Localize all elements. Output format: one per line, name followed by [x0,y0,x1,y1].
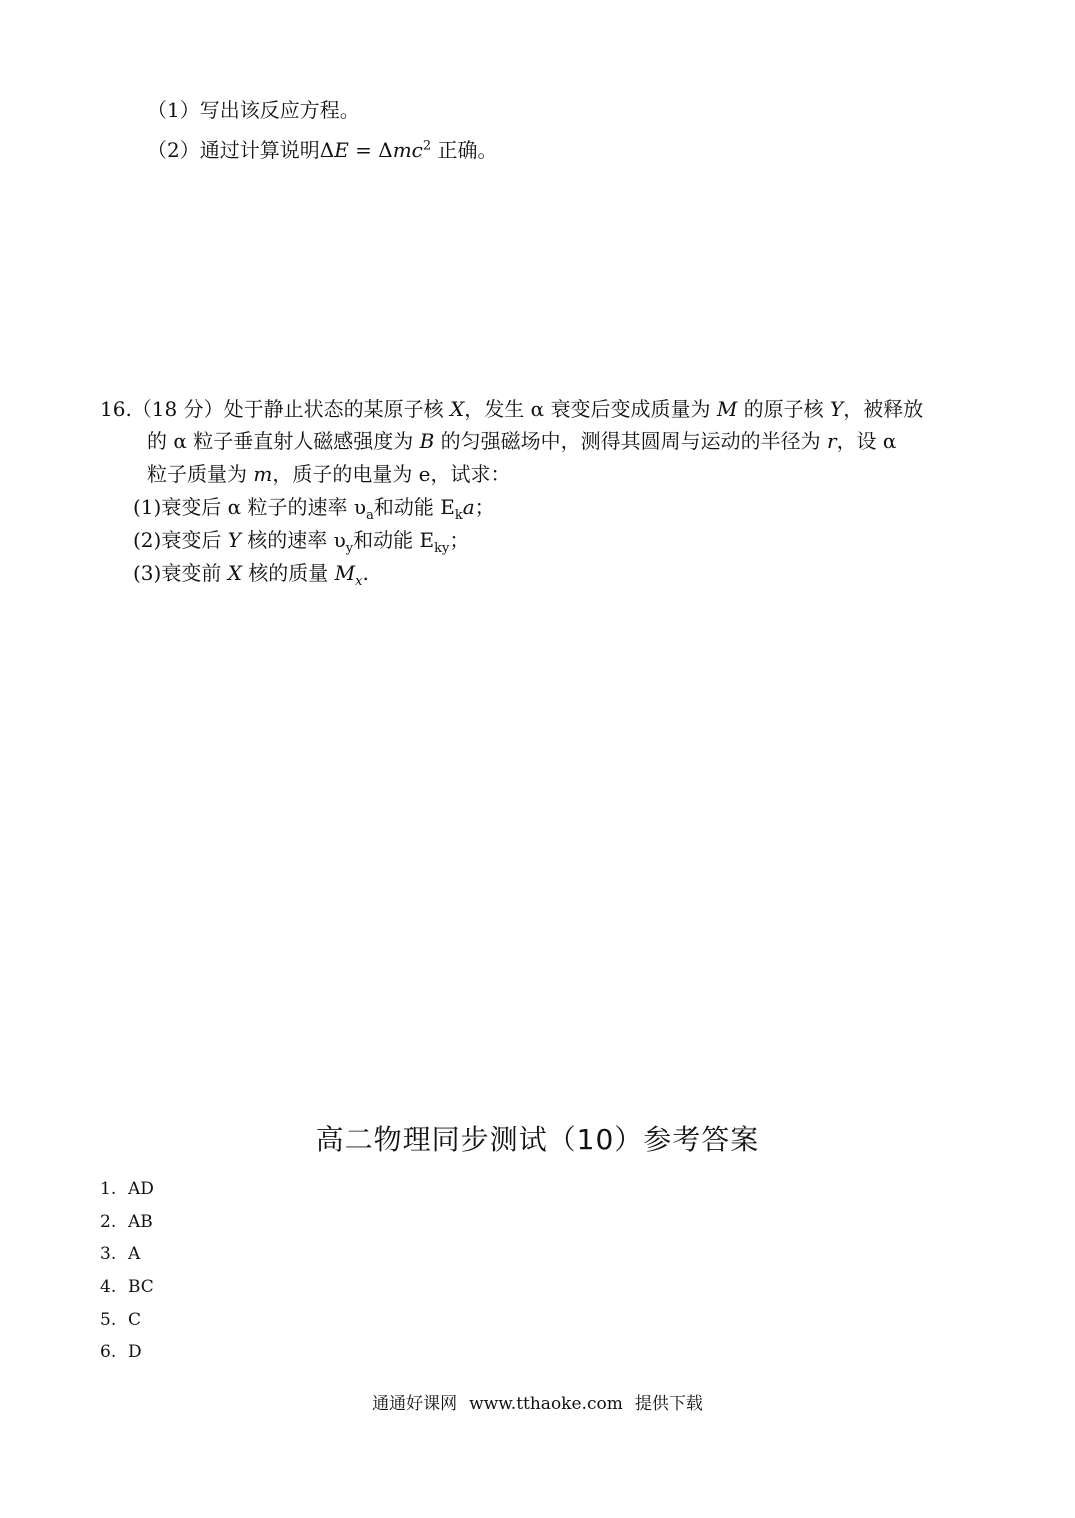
answer-item [100,1178,154,1200]
answer-number: 2. [100,1212,117,1232]
q16-text: 的 α 粒子垂直射人磁感强度为 [147,429,420,453]
footer-site-name: 通通好课网 [372,1394,458,1414]
q16-var-x: X [227,561,242,585]
q16-var-r: r [827,429,837,453]
q16-text: 16.（18 分）处于静止状态的某原子核 [100,397,450,421]
q16-text: 核的质量 [241,561,335,585]
answer-item [100,1276,154,1298]
q16-line3 [147,461,511,487]
answer-value: A [128,1244,141,1264]
q15-formula-e: E [334,138,349,162]
q16-text: 和动能 E [373,495,455,519]
q16-var-m: m [253,462,273,486]
answer-item [100,1243,140,1265]
q15-formula-exp: 2 [422,138,432,154]
q16-text: 和动能 E [353,528,435,552]
page-footer [0,1393,1075,1415]
q16-var-m-upper: M [716,397,738,421]
q16-text: . [362,561,369,585]
q16-sub: x [355,574,363,589]
q16-text: ； [474,495,495,519]
answer-number: 5. [100,1310,117,1330]
q16-line1 [100,396,923,422]
answer-number: 1. [100,1179,117,1199]
q15-sub2-prefix: （2）通过计算说明 [147,138,320,162]
q16-text: 的匀强磁场中，测得其圆周与运动的半径为 [434,429,827,453]
answer-value: AB [128,1212,153,1232]
answer-item [100,1309,141,1331]
q16-line2 [147,428,896,454]
q16-var-a: a [462,495,475,519]
q16-text: ，设 α [836,429,897,453]
q16-var-y: Y [227,528,241,552]
q15-sub2 [147,137,498,163]
q16-sub: k [454,508,463,523]
footer-suffix: 提供下载 [634,1394,703,1414]
q15-sub2-suffix: 正确。 [437,138,498,162]
answer-item [100,1211,153,1233]
answer-value: AD [128,1179,154,1199]
q15-formula-eq: = Δ [348,138,393,162]
answer-key-title: 高二物理同步测试（10）参考答案 [315,1123,760,1156]
q15-formula-delta: Δ [319,138,335,162]
q16-text: (1)衰变后 α 粒子的速率 υ [133,495,367,519]
answer-number: 4. [100,1277,117,1297]
q16-text: ，质子的电量为 e，试求： [272,462,511,486]
q16-text: (3)衰变前 [133,561,228,585]
answer-number: 3. [100,1244,117,1264]
q16-text: 核的速率 υ [240,528,346,552]
answer-value: C [128,1310,142,1330]
answer-value: BC [128,1277,154,1297]
q16-text: 的原子核 [737,397,831,421]
q16-sub: a [366,508,374,523]
footer-url[interactable]: www.tthaoke.com [469,1394,623,1414]
q16-part2 [133,527,470,556]
q16-part1 [133,494,495,523]
q15-formula-mc: mc [392,138,423,162]
q16-part3 [133,560,369,589]
answer-number: 6. [100,1342,117,1362]
q16-text: ，被释放 [843,397,924,421]
q15-sub1: （1）写出该反应方程。 [147,98,360,122]
q16-var-y: Y [830,397,844,421]
q16-text: ，发生 α 衰变后变成质量为 [464,397,717,421]
q16-text: 粒子质量为 [147,462,254,486]
q16-text: ； [449,528,470,552]
q16-var-b: B [419,429,435,453]
answer-item [100,1341,142,1363]
q16-sub: ky [434,541,450,556]
q16-var-x: X [449,397,465,421]
answer-value: D [128,1342,142,1362]
q16-var-m-upper: M [334,561,356,585]
q16-text: (2)衰变后 [133,528,228,552]
q16-sub: y [345,541,354,556]
